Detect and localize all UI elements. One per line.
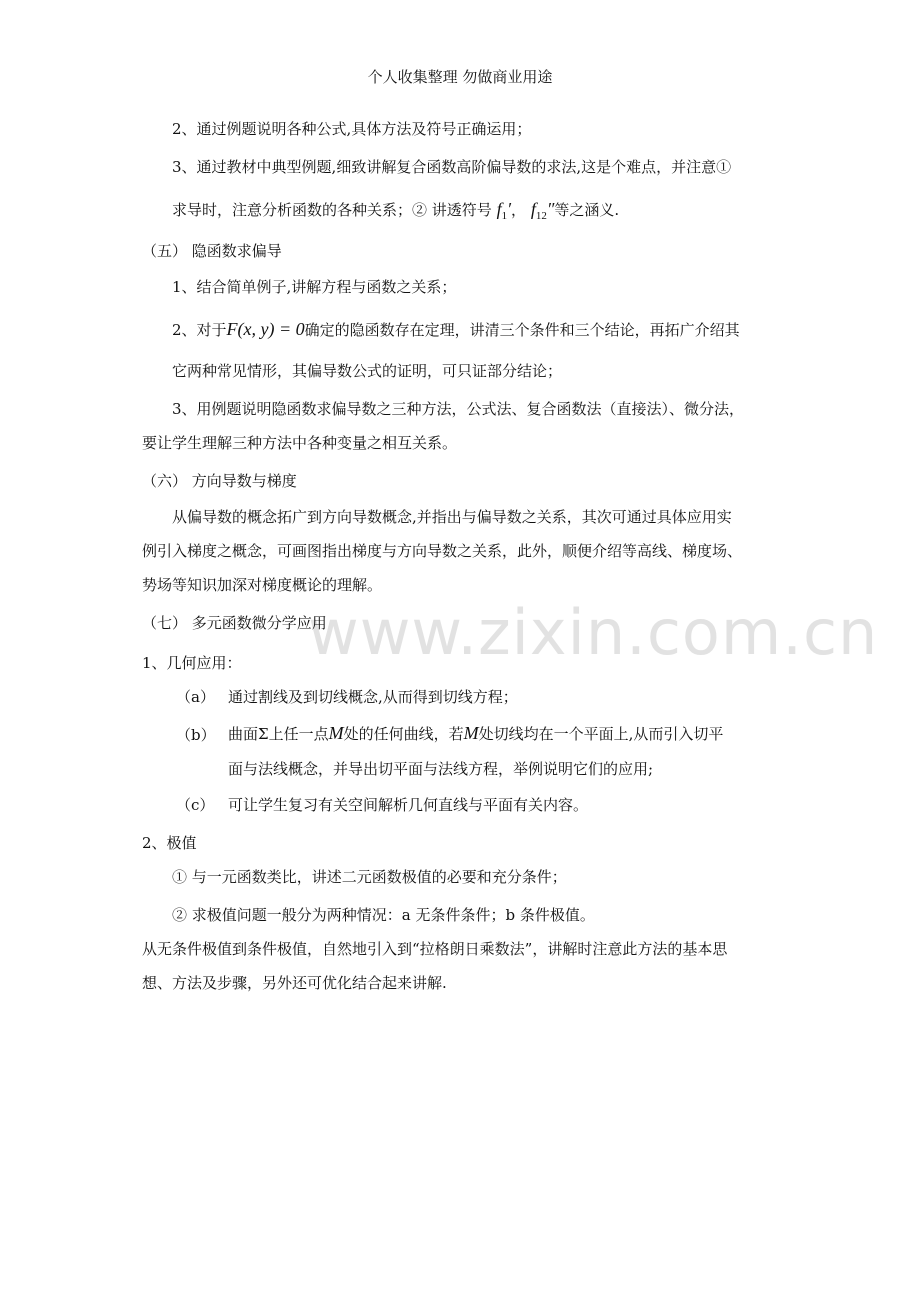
list-label-c: （c） [176,796,215,814]
page-header: 个人收集整理 勿做商业用途 [367,68,553,86]
text-fragment: 求导时，注意分析函数的各种关系；② 讲透符号 [172,201,492,219]
text-line: ② 求极值问题一般分为两种情况：a 无条件条件；b 条件极值。 [172,906,595,924]
text-line: 要让学生理解三种方法中各种变量之相互关系。 [142,434,458,452]
text-fragment: 等之涵义. [554,201,620,219]
text-line: ① 与一元函数类比，讲述二元函数极值的必要和充分条件； [172,868,567,886]
text-line: 例引入梯度之概念，可画图指出梯度与方向导数之关系，此外，顺便介绍等高线、梯度场、 [142,542,743,560]
text-fragment: 曲面Σ上任一点 [228,725,329,743]
list-text-b-continued: 面与法线概念，并导出切平面与法线方程，举例说明它们的应用; [228,760,654,778]
section-heading: （五） 隐函数求偏导 [142,242,282,260]
text-line: 1、几何应用： [142,654,242,672]
math-M: M [463,723,479,743]
text-line: 3、用例题说明隐函数求偏导数之三种方法，公式法、复合函数法（直接法）、微分法， [172,400,745,418]
math-f1: $f_1'$ [496,199,512,222]
text-line: 想、方法及步骤，另外还可优化结合起来讲解. [142,974,447,992]
text-line: 它两种常见情形，其偏导数公式的证明，可只证部分结论； [172,362,563,380]
text-fragment: 处切线均在一个平面上,从而引入切平 [478,725,724,743]
section-heading: （六） 方向导数与梯度 [142,472,297,490]
section-heading: （七） 多元函数微分学应用 [142,614,327,632]
text-fragment: ， [511,201,527,219]
text-line: 2、极值 [142,834,197,852]
list-text-c: 可让学生复习有关空间解析几何直线与平面有关内容。 [228,796,589,814]
math-f12: $f_{12}''$ [530,199,555,222]
math-M: M [328,723,344,743]
text-line-with-math [172,318,740,341]
text-fragment: 处的任何曲线，若 [343,725,464,743]
list-label-a: （a） [176,688,215,706]
text-line: 从偏导数的概念拓广到方向导数概念,并指出与偏导数之关系，其次可通过具体应用实 [172,508,732,526]
watermark: www.zixin.com.cn [308,596,879,669]
text-line: 1、结合简单例子,讲解方程与函数之关系； [172,278,457,296]
list-label-b: （b） [176,726,216,744]
list-text-b [228,722,723,745]
text-fragment: 2、对于 [172,321,227,339]
math-implicit-equation: F(x, y) = 0 [226,319,305,339]
list-text-a: 通过割线及到切线概念,从而得到切线方程； [228,688,518,706]
text-line: 3、通过教材中典型例题,细致讲解复合函数高阶偏导数的求法,这是个难点，并注意① [172,158,732,176]
text-line-with-math [172,198,619,227]
text-line: 势场等知识加深对梯度概论的理解。 [142,576,383,594]
text-line: 2、通过例题说明各种公式,具体方法及符号正确运用； [172,120,532,138]
text-line: 从无条件极值到条件极值，自然地引入到“拉格朗日乘数法”，讲解时注意此方法的基本思 [142,940,728,958]
text-fragment: 确定的隐函数存在定理，讲清三个条件和三个结论，再拓广介绍其 [304,321,740,339]
